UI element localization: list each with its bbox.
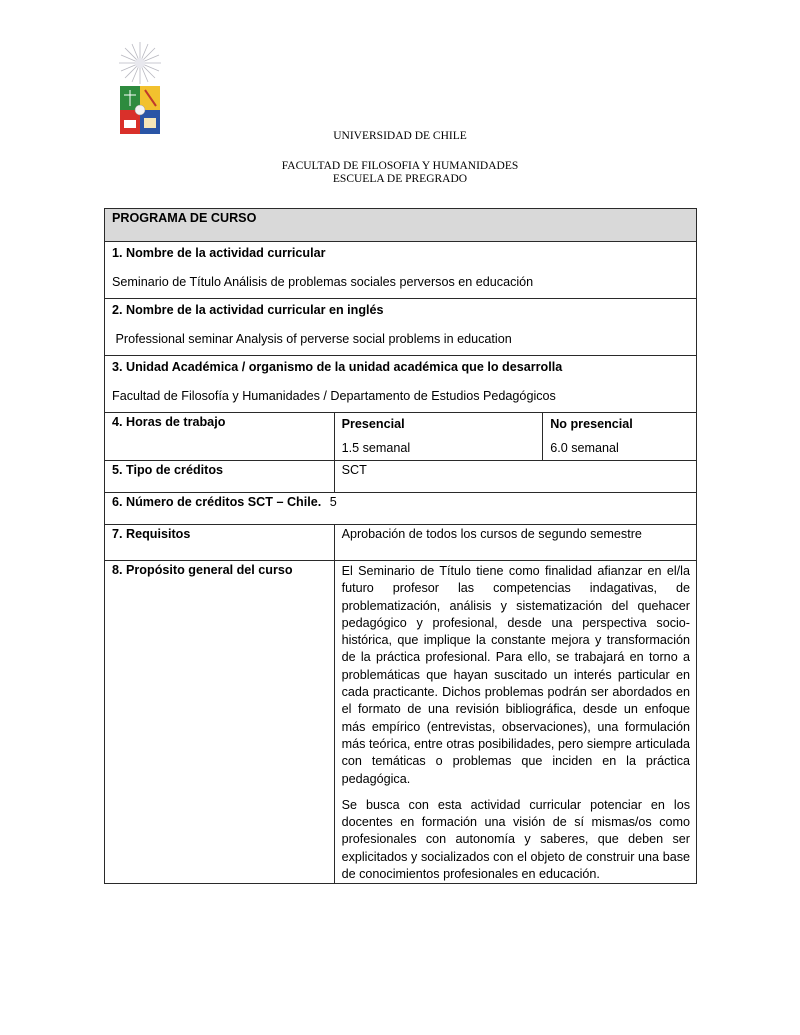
no-presencial-value: 6.0 semanal [550, 441, 619, 455]
purpose-paragraph: Se busca con esta actividad curricular potenciar en los docentes en formación una visión de sí mismas/os como profesionales con autonomía y saberes, que deben ser explicitados y socializados con el objeto de construir una base de conocimientos profesionales en educación. [341, 797, 690, 882]
presencial-label: Presencial [341, 417, 405, 431]
credits-number-label: 6. Número de créditos SCT – Chile. [112, 495, 322, 509]
course-purpose-text [334, 561, 696, 884]
purpose-paragraph: El Seminario de Título tiene como finalidad afianzar en el/la futuro profesor las competencias indagativas, de problematización, análisis y sistematización del quehacer pedagógico y profesional, desde una perspectiva socio-histórica, que implique la constante mejora y transformación de la práctica profesional. Para ello, se trabajará en torno a problemáticas que hayan suscitado un interés particular en cada practicante. Dichos problemas podrán ser abordados en el formato de una revisión bibliográfica, desde un enfoque más empírico (entrevistas, observaciones), una formulación más teórica, entre otras posibilidades, pero siempre articulada con temáticas o problemas que inciden en la práctica pedagógica. [341, 564, 690, 786]
requirements-value: Aprobación de todos los cursos de segundo semestre [334, 525, 696, 561]
university-name: UNIVERSIDAD DE CHILE [333, 130, 467, 142]
academic-unit-value: Facultad de Filosofía y Humanidades / Departamento de Estudios Pedagógicos [112, 389, 556, 403]
section-2 [105, 299, 697, 356]
presencial-value: 1.5 semanal [341, 441, 411, 455]
requirements-label: 7. Requisitos [105, 525, 335, 561]
program-title: PROGRAMA DE CURSO [105, 209, 697, 242]
no-presencial-label: No presencial [550, 417, 633, 431]
section-3 [105, 356, 697, 413]
section-2-label: 2. Nombre de la actividad curricular en inglés [112, 303, 384, 317]
no-presencial-cell [543, 413, 697, 461]
credits-number-value: 5 [329, 495, 337, 509]
course-purpose-label: 8. Propósito general del curso [105, 561, 335, 884]
school-name: ESCUELA DE PREGRADO [332, 173, 468, 185]
course-program-table [104, 208, 697, 884]
university-crest-icon [116, 40, 164, 138]
section-1-label: 1. Nombre de la actividad curricular [112, 246, 326, 260]
presencial-cell [334, 413, 543, 461]
section-3-label: 3. Unidad Académica / organismo de la unidad académica que lo desarrolla [112, 360, 563, 374]
work-hours-label: 4. Horas de trabajo [105, 413, 335, 461]
course-name-value: Seminario de Título Análisis de problemas sociales perversos en educación [112, 275, 534, 289]
section-1 [105, 242, 697, 299]
section-6 [105, 493, 697, 525]
credit-type-value: SCT [334, 461, 696, 493]
course-name-english-value: Professional seminar Analysis of perverse social problems in education [112, 332, 512, 346]
credit-type-label: 5. Tipo de créditos [105, 461, 335, 493]
faculty-name: FACULTAD DE FILOSOFIA Y HUMANIDADES [281, 160, 519, 172]
